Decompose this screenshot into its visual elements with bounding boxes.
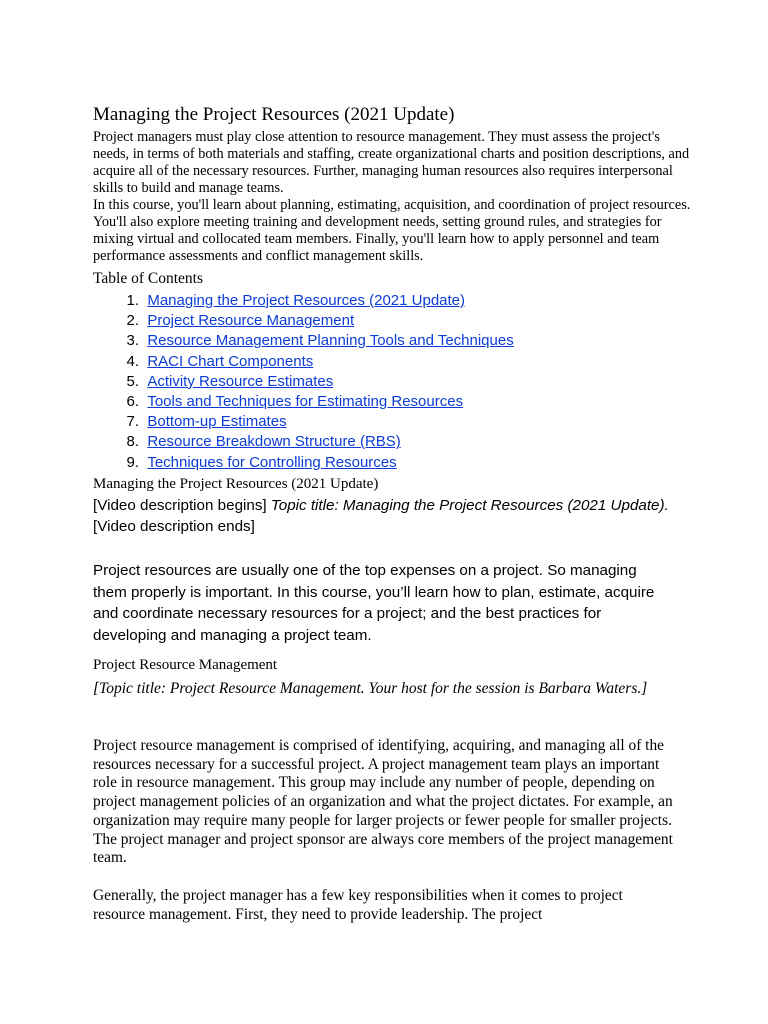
section-title: Project Resource Management xyxy=(93,657,278,673)
toc-number: 5. xyxy=(126,372,139,390)
toc-link[interactable]: Techniques for Controlling Resources xyxy=(147,453,397,471)
table-of-contents xyxy=(93,291,713,473)
section-paragraph: Project resources are usually one of the top expenses on a project. So managing them properly is important. In this course, you’ll learn how to plan, estimate, acquire and coordinate necessary resources for a project; and the best practices for developing and managing a project team. xyxy=(93,562,655,644)
topic-host-note: [Topic title: Project Resource Management. Your host for the session is Barbara Waters.] xyxy=(93,680,648,697)
toc-number: 1. xyxy=(126,292,139,309)
toc-number: 7. xyxy=(126,413,139,431)
video-topic-title: Topic title: Managing the Project Resources (2021 Update). xyxy=(270,497,669,514)
toc-link[interactable]: RACI Chart Components xyxy=(147,352,314,370)
section-title: Managing the Project Resources (2021 Update) xyxy=(93,476,379,492)
toc-item xyxy=(93,291,713,311)
intro-paragraph: Project managers must play close attention to resource management. They must assess the project's needs, in terms of both materials and staffing, create organizational charts and position descriptions, and acquire all of the necessary resources. Further, managing human resources also requires interpersonal skills to build and manage teams. xyxy=(93,129,690,196)
toc-number: 2. xyxy=(126,312,139,330)
toc-number: 8. xyxy=(126,433,139,451)
toc-item xyxy=(93,352,713,372)
section-paragraph: Project resource management is comprised of identifying, acquiring, and managing all of the resources necessary for a successful project. A project management team plays an important role in resource management. This group may include any number of people, depending on project management policies of an organization and what the project dictates. For example, an organization may require many people for larger projects or fewer people for smaller projects. The project manager and project sponsor are always core members of the project management team. xyxy=(93,737,673,867)
toc-link[interactable]: Resource Management Planning Tools and Techniques xyxy=(147,332,514,350)
video-description-begin: [Video description begins] xyxy=(93,497,271,514)
toc-number: 3. xyxy=(126,332,139,350)
toc-link[interactable]: Activity Resource Estimates xyxy=(147,372,334,390)
toc-item xyxy=(93,453,713,473)
toc-number: 4. xyxy=(126,352,139,370)
video-description xyxy=(93,495,673,537)
toc-heading: Table of Contents xyxy=(93,270,203,287)
toc-link[interactable]: Bottom-up Estimates xyxy=(147,413,287,431)
toc-number: 9. xyxy=(126,453,139,471)
video-description-end: [Video description ends] xyxy=(93,518,255,535)
intro-section xyxy=(93,129,693,265)
toc-item xyxy=(93,372,713,392)
toc-item xyxy=(93,311,713,331)
toc-number: 6. xyxy=(126,392,139,410)
toc-item xyxy=(93,432,713,452)
toc-link[interactable]: Tools and Techniques for Estimating Resources xyxy=(147,392,464,410)
section-paragraph: Generally, the project manager has a few key responsibilities when it comes to project resource management. First, they need to provide leadership. The project xyxy=(93,887,623,923)
intro-paragraph: In this course, you'll learn about planning, estimating, acquisition, and coordination of project resources. You'll also explore meeting training and development needs, setting ground rules, and strategies for mixing virtual and collocated team members. Finally, you'll learn how to apply personnel and team performance assessments and conflict management skills. xyxy=(93,197,691,264)
document-title: Managing the Project Resources (2021 Update) xyxy=(93,104,455,125)
toc-item xyxy=(93,412,713,432)
toc-item xyxy=(93,331,713,351)
toc-item xyxy=(93,392,713,412)
toc-link[interactable]: Project Resource Management xyxy=(147,312,355,330)
toc-link[interactable]: Managing the Project Resources (2021 Update) xyxy=(147,292,466,309)
toc-link[interactable]: Resource Breakdown Structure (RBS) xyxy=(147,433,401,451)
